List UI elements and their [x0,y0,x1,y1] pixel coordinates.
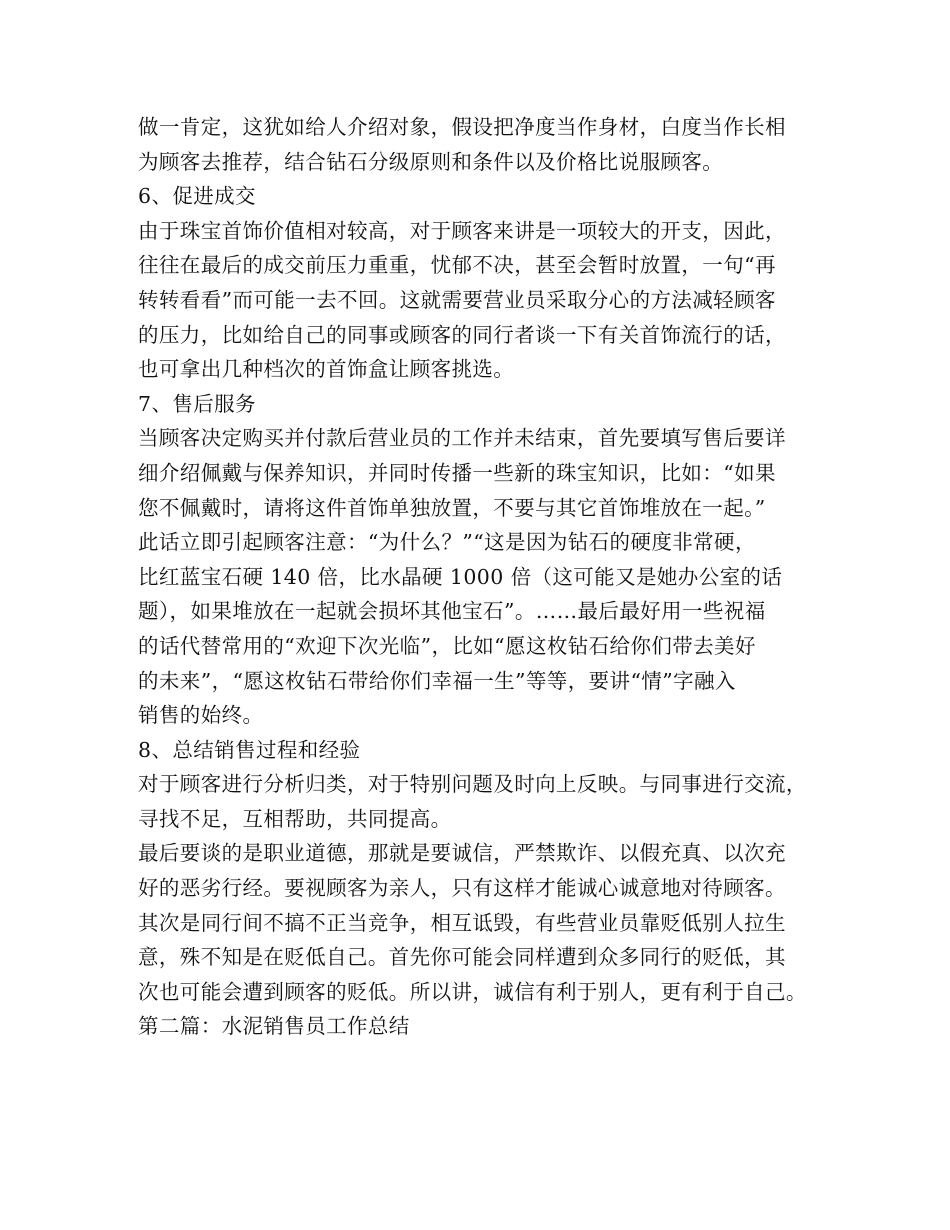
text-line: 好的恶劣行经。要视顾客为亲人，只有这样才能诚心诚意地对待顾客。 [138,876,786,901]
text-line: 寻找不足，互相帮助，共同提高。 [138,806,452,831]
text-line: 题），如果堆放在一起就会损坏其他宝石”。……最后最好用一些祝福 [138,599,766,624]
text-line: 销售的始终。 [138,703,264,728]
section-heading: 7、售后服务 [138,391,256,416]
text-line: 的压力，比如给自己的同事或顾客的同行者谈一下有关首饰流行的话， [138,322,786,347]
text-line: 做一肯定，这犹如给人介绍对象，假设把净度当作身材，白度当作长相 [138,115,786,139]
text-line: 的话代替常用的“欢迎下次光临”，比如“愿这枚钻石给你们带去美好 [138,633,756,658]
text-line: 当顾客决定购买并付款后营业员的工作并未结束，首先要填写售后要详 [138,426,786,451]
chapter-heading: 第二篇：水泥销售员工作总结 [138,1014,410,1039]
text-line: 其次是同行间不搞不正当竞争，相互诋毁，有些营业员靠贬低别人拉生 [138,910,786,935]
text-line: 为顾客去推荐，结合钻石分级原则和条件以及价格比说服顾客。 [138,149,724,174]
document-body [138,110,828,1044]
text-line: 意，殊不知是在贬低自己。首先你可能会同样遭到众多同行的贬低，其 [138,945,786,970]
text-line: 由于珠宝首饰价值相对较高，对于顾客来讲是一项较大的开支，因此， [138,218,786,243]
text-line: 往往在最后的成交前压力重重，忧郁不决，甚至会暂时放置，一句“再 [138,253,776,278]
section-heading: 8、总结销售过程和经验 [138,737,361,762]
text-line: 您不佩戴时，请将这件首饰单独放置，不要与其它首饰堆放在一起。” [138,495,766,520]
text-line: 也可拿出几种档次的首饰盒让顾客挑选。 [138,357,515,382]
section-heading: 6、促进成交 [138,184,256,209]
text-line: 转转看看”而可能一去不回。这就需要营业员采取分心的方法减轻顾客 [138,287,776,312]
text-line: 比红蓝宝石硬 140 倍，比水晶硬 1000 倍（这可能又是她办公室的话 [138,564,783,589]
text-line: 细介绍佩戴与保养知识，并同时传播一些新的珠宝知识，比如：“如果 [138,460,776,485]
text-line: 最后要谈的是职业道德，那就是要诚信，严禁欺诈、以假充真、以次充 [138,841,786,866]
text-line: 的未来”，“愿这枚钻石带给你们幸福一生”等等，要讲“情”字融入 [138,668,736,693]
text-line: 对于顾客进行分析归类，对于特别问题及时向上反映。与同事进行交流， [138,772,807,797]
text-line: 此话立即引起顾客注意：“为什么？”“这是因为钻石的硬度非常硬， [138,530,756,555]
text-line: 次也可能会遭到顾客的贬低。所以讲，诚信有利于别人，更有利于自己。 [138,979,807,1004]
